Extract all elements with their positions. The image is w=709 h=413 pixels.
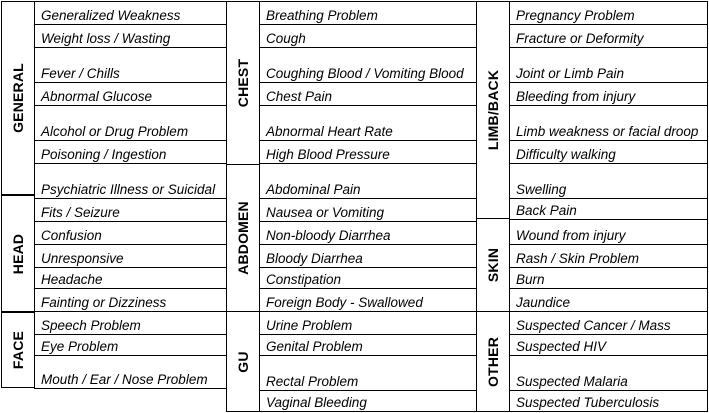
- category-label: FACE: [10, 330, 26, 370]
- complaint-item: Rash / Skin Problem: [509, 244, 708, 268]
- complaint-item: Alcohol or Drug Problem: [34, 105, 227, 141]
- complaint-item: Wound from injury: [509, 219, 708, 245]
- complaint-item: Difficulty walking: [509, 140, 708, 164]
- complaint-item: Poisoning / Ingestion: [34, 140, 227, 164]
- complaint-item: Rectal Problem: [259, 355, 477, 391]
- complaint-item: Abdominal Pain: [259, 163, 477, 199]
- complaint-item: Suspected HIV: [509, 334, 708, 356]
- complaint-item: Urine Problem: [259, 311, 477, 335]
- complaint-item: Weight loss / Wasting: [34, 24, 227, 48]
- complaint-item: Chest Pain: [259, 82, 477, 106]
- category-general: [1, 1, 35, 195]
- category-gu: [226, 311, 260, 412]
- category-label: GU: [235, 350, 251, 373]
- complaint-item: Psychiatric Illness or Suicidal: [34, 163, 227, 199]
- complaint-item: Jaundice: [509, 288, 708, 312]
- complaint-item: Bleeding from injury: [509, 82, 708, 106]
- complaint-item: Genital Problem: [259, 334, 477, 356]
- complaint-item: Cough: [259, 24, 477, 48]
- complaint-item: Joint or Limb Pain: [509, 47, 708, 83]
- category-face: [1, 312, 35, 388]
- complaint-item: Constipation: [259, 267, 477, 289]
- complaint-item: Abnormal Heart Rate: [259, 105, 477, 141]
- complaint-item: Generalized Weakness: [34, 1, 227, 25]
- category-limb-back: [476, 1, 510, 219]
- complaint-item: Bloody Diarrhea: [259, 244, 477, 268]
- complaint-item: High Blood Pressure: [259, 140, 477, 164]
- complaint-item: Abnormal Glucose: [34, 82, 227, 106]
- category-label: ABDOMEN: [235, 201, 251, 275]
- complaint-item: Fainting or Dizziness: [34, 288, 227, 312]
- category-label: OTHER: [485, 336, 501, 387]
- complaint-item: Breathing Problem: [259, 1, 477, 25]
- complaint-item: Burn: [509, 267, 708, 289]
- complaint-item: Back Pain: [509, 198, 708, 220]
- complaint-item: Foreign Body - Swallowed: [259, 288, 477, 312]
- complaint-item: Suspected Malaria: [509, 355, 708, 391]
- category-other: [476, 311, 510, 412]
- complaint-item: Mouth / Ear / Nose Problem: [34, 355, 227, 389]
- complaint-item: Vaginal Bleeding: [259, 390, 477, 412]
- complaint-item: Coughing Blood / Vomiting Blood: [259, 47, 477, 83]
- category-head: [1, 195, 35, 312]
- complaint-item: Fracture or Deformity: [509, 24, 708, 48]
- category-chest: [226, 1, 260, 165]
- category-skin: [476, 218, 510, 312]
- complaint-item: Headache: [34, 267, 227, 289]
- category-abdomen: [226, 164, 260, 312]
- complaint-item: Suspected Cancer / Mass: [509, 311, 708, 335]
- complaint-item: Nausea or Vomiting: [259, 198, 477, 222]
- complaint-item: Eye Problem: [34, 334, 227, 356]
- category-label: CHEST: [235, 58, 251, 108]
- complaint-item: Limb weakness or facial droop: [509, 105, 708, 141]
- complaint-item: Swelling: [509, 163, 708, 199]
- complaint-item: Confusion: [34, 221, 227, 245]
- complaint-item: Suspected Tuberculosis: [509, 390, 708, 412]
- complaint-item: Speech Problem: [34, 311, 227, 335]
- category-label: LIMB/BACK: [485, 69, 501, 151]
- category-label: GENERAL: [10, 63, 26, 133]
- category-label: HEAD: [10, 233, 26, 274]
- complaint-item: Fits / Seizure: [34, 198, 227, 222]
- complaint-item: Unresponsive: [34, 244, 227, 268]
- complaint-item: Non-bloody Diarrhea: [259, 221, 477, 245]
- complaint-item: Fever / Chills: [34, 47, 227, 83]
- category-label: SKIN: [485, 247, 501, 283]
- complaint-item: Pregnancy Problem: [509, 1, 708, 25]
